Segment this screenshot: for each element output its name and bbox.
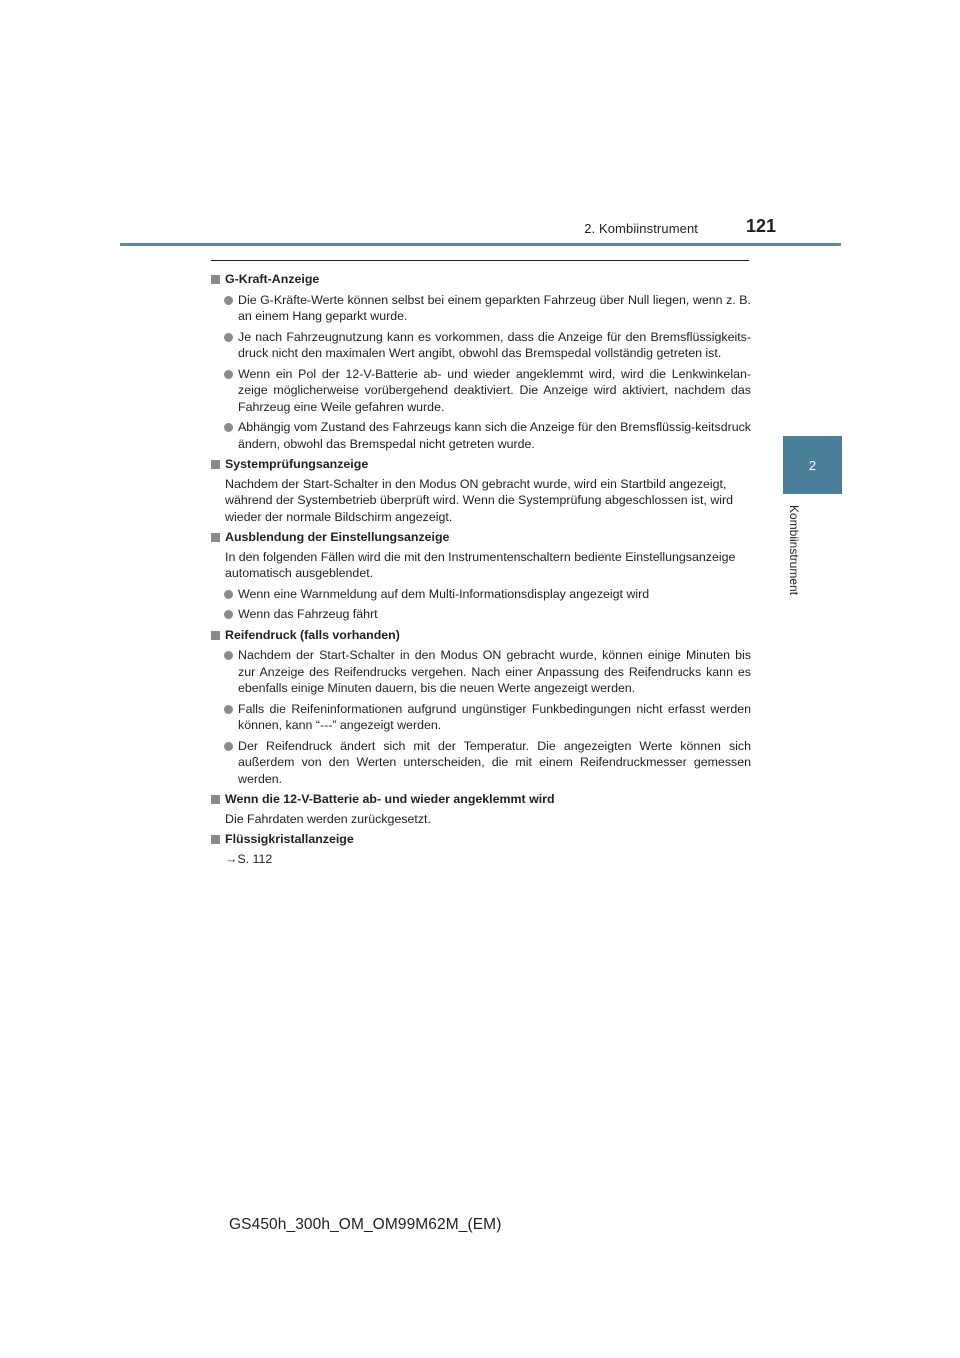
section-heading: Wenn die 12-V-Batterie ab- und wieder angeklemmt wird [211, 791, 751, 808]
list-item: Der Reifendruck ändert sich mit der Temperatur. Die angezeigten Werte können sich außerdem von den Werten unterscheiden, die mit einem Reifendruckmesser gemessen werden. [211, 738, 751, 788]
list-item: Abhängig vom Zustand des Fahrzeugs kann sich die Anzeige für den Bremsflüssig-keitsdruck ändern, obwohl das Bremspedal nicht getreten wurde. [211, 419, 751, 452]
section-heading: Ausblendung der Einstellungsanzeige [211, 529, 751, 546]
chapter-title: 2. Kombiinstrument [584, 221, 698, 236]
section-text: Nachdem der Start-Schalter in den Modus ON gebracht wurde, wird ein Startbild angezeigt, während der Systembetrieb überprüft wird. Wenn die Systemprüfung abgeschlossen ist, wird wieder der normale Bildschirm angezeigt. [225, 476, 734, 524]
list-item: Je nach Fahrzeugnutzung kann es vorkommen, dass die Anzeige für den Bremsflüssigkeits-druck nicht den maximalen Wert angibt, obwohl das Bremspedal vollständig getreten ist. [211, 329, 751, 362]
round-bullet-icon [224, 705, 233, 714]
square-bullet-icon [211, 631, 220, 640]
section-battery-reconnect [211, 791, 751, 827]
section-text: Die Fahrdaten werden zurückgesetzt. [225, 811, 431, 826]
square-bullet-icon [211, 835, 220, 844]
content-rule [211, 260, 749, 261]
section-heading: Reifendruck (falls vorhanden) [211, 627, 751, 644]
square-bullet-icon [211, 533, 220, 542]
section-heading: G-Kraft-Anzeige [211, 271, 751, 288]
section-heading: Flüssigkristallanzeige [211, 831, 751, 848]
chapter-tab [783, 436, 842, 494]
list-item: Wenn das Fahrzeug fährt [211, 606, 751, 623]
square-bullet-icon [211, 795, 220, 804]
section-text: In den folgenden Fällen wird die mit den Instrumentenschaltern bediente Einstellungsanzeige automatisch ausgeblendet. [225, 549, 736, 580]
list-item: Wenn eine Warnmeldung auf dem Multi-Informationsdisplay angezeigt wird [211, 586, 751, 603]
round-bullet-icon [224, 742, 233, 751]
round-bullet-icon [224, 423, 233, 432]
page-reference-link[interactable]: →S. 112 [225, 851, 273, 866]
section-settings-hide [211, 529, 751, 623]
list-item: Wenn ein Pol der 12-V-Batterie ab- und wieder angeklemmt wird, wird die Lenkwinkelan-zeige möglicherweise vorübergehend deaktiviert. Die Anzeige wird aktiviert, nachdem das Fahrzeug eine Weile gefahren wurde. [211, 366, 751, 416]
section-g-force [211, 271, 751, 452]
model-code: GS450h_300h_OM_OM99M62M_(EM) [229, 1216, 502, 1233]
header-rule [120, 243, 841, 246]
section-lcd [211, 831, 751, 867]
section-heading: Systemprüfungsanzeige [211, 456, 751, 473]
list-item: Falls die Reifeninformationen aufgrund ungünstiger Funkbedingungen nicht erfasst werden können, kann “---” angezeigt werden. [211, 701, 751, 734]
square-bullet-icon [211, 275, 220, 284]
chapter-tab-label: Kombiinstrument [787, 505, 801, 596]
round-bullet-icon [224, 296, 233, 305]
section-system-check [211, 456, 751, 525]
page-number: 121 [746, 216, 777, 236]
list-item: Nachdem der Start-Schalter in den Modus ON gebracht wurde, können einige Minuten bis zur Anzeige des Reifendrucks vergehen. Nach einer Anpassung des Reifendrucks kann es ebenfalls einige Minuten dauern, bis die neuen Werte angezeigt werden. [211, 647, 751, 697]
round-bullet-icon [224, 610, 233, 619]
content-body [211, 268, 751, 871]
chapter-tab-number: 2 [808, 457, 817, 473]
round-bullet-icon [224, 590, 233, 599]
round-bullet-icon [224, 651, 233, 660]
section-tire-pressure [211, 627, 751, 788]
list-item: Die G-Kräfte-Werte können selbst bei einem geparkten Fahrzeug über Null liegen, wenn z. B. an einem Hang geparkt wurde. [211, 292, 751, 325]
round-bullet-icon [224, 370, 233, 379]
round-bullet-icon [224, 333, 233, 342]
square-bullet-icon [211, 460, 220, 469]
